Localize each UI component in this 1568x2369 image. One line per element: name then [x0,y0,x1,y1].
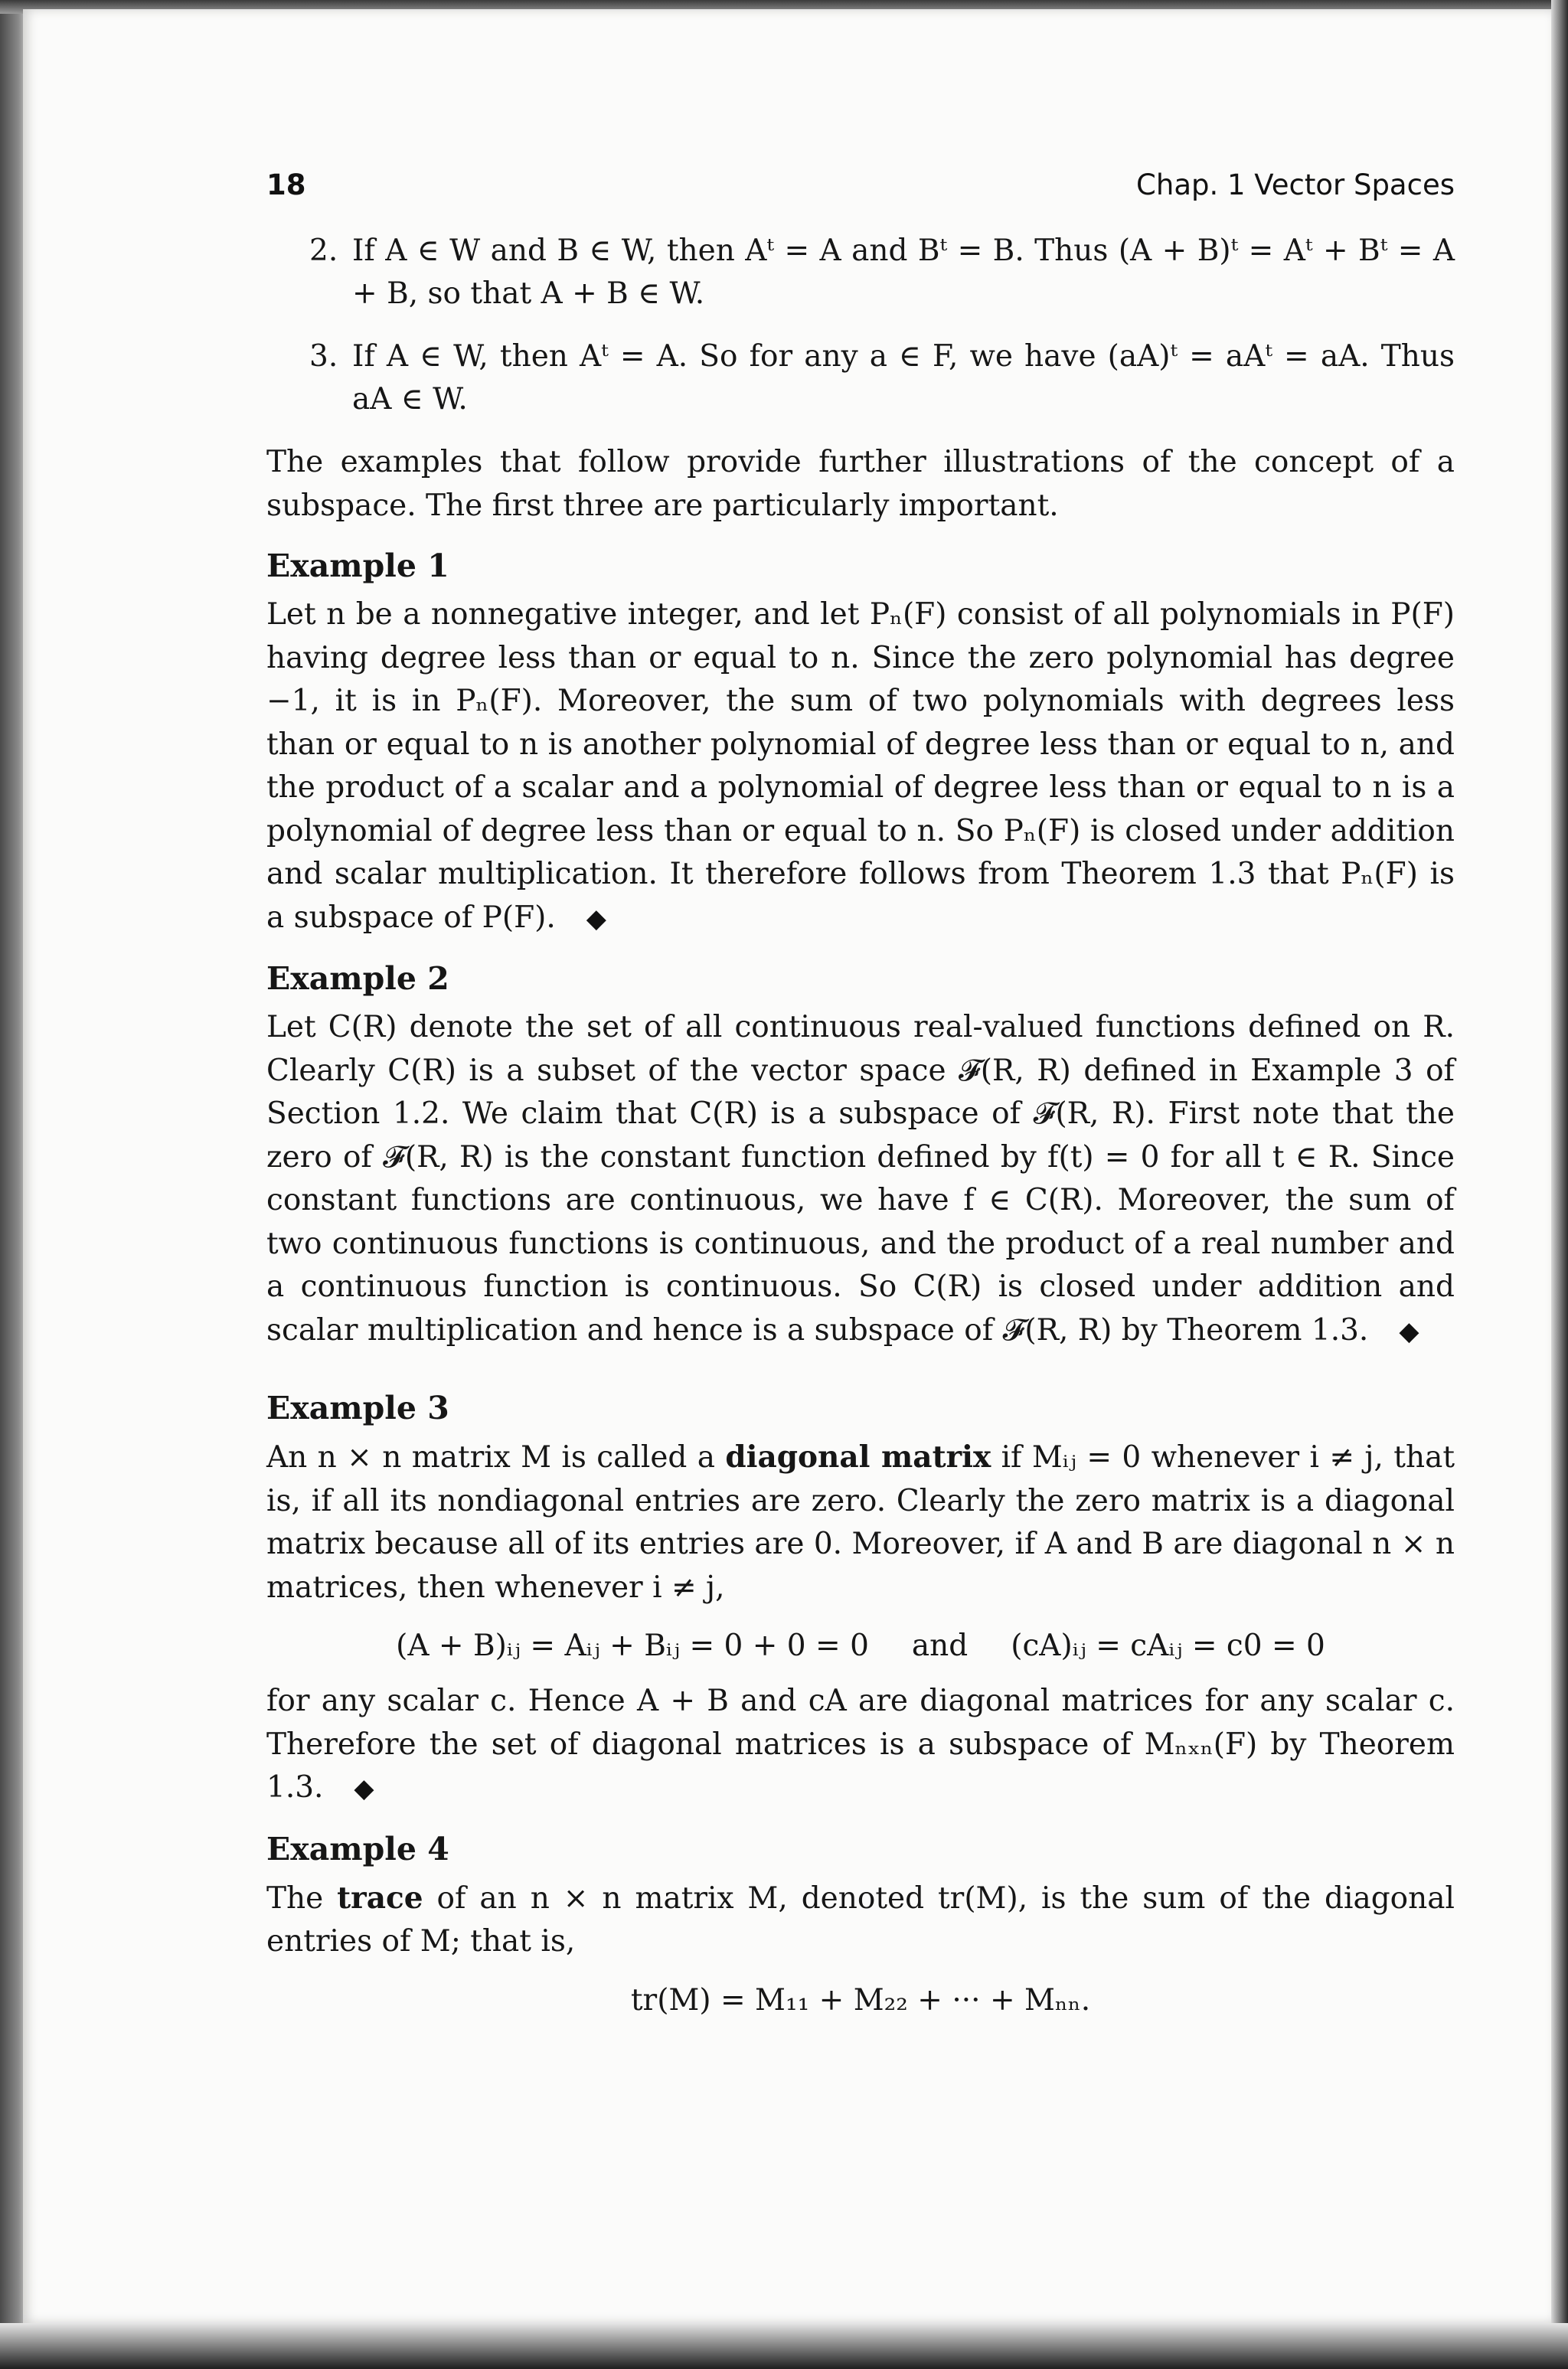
example-4-text-start: The [266,1880,338,1916]
running-title: Chap. 1 Vector Spaces [1136,168,1455,201]
end-of-example-icon: ◆ [586,903,606,934]
example-4-text-end: of an n × n matrix M, denoted tr(M), is the sum of the diagonal entries of M; that is, [266,1880,1455,1959]
end-of-example-icon: ◆ [1399,1315,1419,1347]
example-3-text-end: for any scalar c. Hence A + B and cA are diagonal matrices for any scalar c. Therefore the set of diagonal matrices is a subspace of Mₙₓₙ(F) by Theorem 1.3. [266,1684,1455,1805]
example-3-text-middle: if Mᵢⱼ = 0 whenever i ≠ j, that is, if all its nondiagonal entries are zero. Clearly the zero matrix is a diagonal matrix because all of its entries are 0. Moreover, if A and B are diagonal n × n matrices, then whenever i ≠ j, [266,1440,1455,1605]
scan-bottom-edge [0,2323,1568,2369]
book-page [23,9,1551,2323]
example-1-heading: Example 1 [266,547,449,584]
page-number: 18 [266,168,306,201]
equation-right: (cA)ᵢⱼ = cAᵢⱼ = c0 = 0 [1011,1629,1325,1663]
scan-right-edge [1551,0,1568,2369]
page-content [266,168,1455,2034]
example-3-text-start: An n × n matrix M is called a [266,1440,726,1475]
example-1-body [266,593,1455,940]
trace-equation: tr(M) = M₁₁ + M₂₂ + ··· + Mₙₙ. [630,1982,1091,2018]
example-3-conclusion [266,1680,1455,1811]
list-item-number: 2. [309,234,338,268]
example-2-body [266,1006,1455,1353]
list-item-number: 3. [309,339,338,374]
running-head [266,168,1455,211]
end-of-example-icon: ◆ [354,1773,374,1804]
example-2-heading: Example 2 [266,960,449,997]
list-item [266,335,1455,421]
example-3-heading: Example 3 [266,1390,449,1426]
definition-term: diagonal matrix [725,1439,991,1475]
example-3-body [266,1436,1455,1609]
proof-steps [266,230,1455,421]
list-item-text: If A ∈ W and B ∈ W, then Aᵗ = A and Bᵗ = B. Thus (A + B)ᵗ = Aᵗ + Bᵗ = A + B, so that A + B ∈ W. [352,234,1455,311]
display-equation [266,1623,1455,1669]
example-4-heading: Example 4 [266,1830,449,1867]
list-item-text: If A ∈ W, then Aᵗ = A. So for any a ∈ F, we have (aA)ᵗ = aAᵗ = aA. Thus aA ∈ W. [352,339,1455,417]
intro-paragraph: The examples that follow provide further illustrations of the concept of a subspace. The first three are particularly important. [266,445,1455,523]
definition-term: trace [337,1880,423,1916]
list-item [266,230,1455,315]
example-2-text: Let C(R) denote the set of all continuous real-valued functions defined on R. Clearly C(R) is a subset of the vector space 𝓕(R, R) defined in Example 3 of Section 1.2. We claim that C(R) is a subspace of 𝓕(R, R). First note that the zero of 𝓕(R, R) is the constant function defined by f(t) = 0 for all t ∈ R. Since constant functions are continuous, we have f ∈ C(R). Moreover, the sum of two continuous functions is continuous, and the product of a real number and a continuous function is continuous. So C(R) is closed under addition and scalar multiplication and hence is a subspace of 𝓕(R, R) by Theorem 1.3. [266,1010,1455,1348]
example-1-text: Let n be a nonnegative integer, and let Pₙ(F) consist of all polynomials in P(F) having degree less than or equal to n. Since the zero polynomial has degree −1, it is in Pₙ(F). Moreover, the sum of two polynomials with degrees less than or equal to n is another polynomial of degree less than or equal to n, and the product of a scalar and a polynomial of degree less than or equal to n is a polynomial of degree less than or equal to n. So Pₙ(F) is closed under addition and scalar multiplication. It therefore follows from Theorem 1.3 that Pₙ(F) is a subspace of P(F). [266,597,1455,935]
equation-left: (A + B)ᵢⱼ = Aᵢⱼ + Bᵢⱼ = 0 + 0 = 0 [396,1629,869,1663]
equation-connector: and [911,1629,969,1663]
example-4-body [266,1877,1455,1964]
